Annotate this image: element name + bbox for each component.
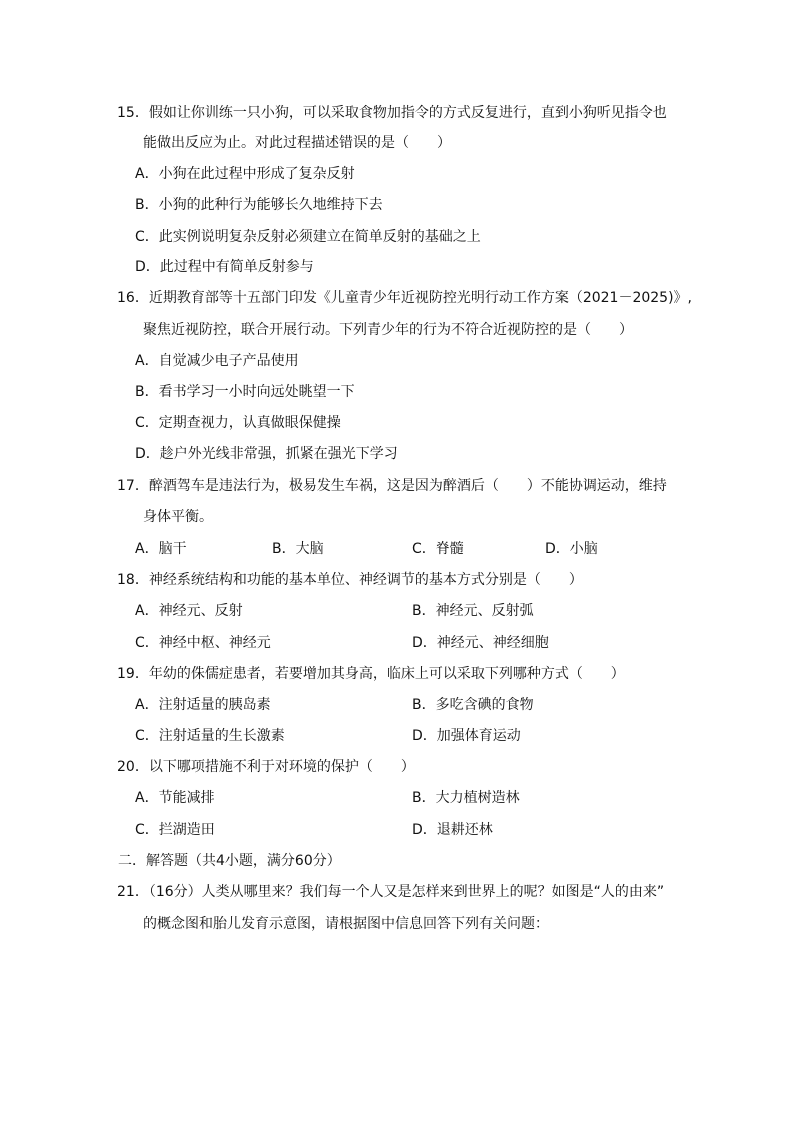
option-c: C．脊髓 (412, 541, 464, 557)
option-a: A．小狗在此过程中形成了复杂反射 (135, 166, 355, 182)
question-stem: 20．以下哪项措施不利于对环境的保护（ ） (117, 759, 415, 775)
option-d: D．此过程中有简单反射参与 (135, 259, 314, 275)
option-a: A．注射适量的胰岛素 (135, 697, 271, 713)
option-b: B．看书学习一小时向远处眺望一下 (135, 384, 355, 400)
option-b: B．神经元、反射弧 (412, 603, 534, 619)
option-c: C．此实例说明复杂反射必须建立在简单反射的基础之上 (135, 229, 481, 245)
question-stem: 15．假如让你训练一只小狗，可以采取食物加指令的方式反复进行，直到小狗听见指令也 (117, 105, 667, 121)
option-b: B．大脑 (272, 541, 324, 557)
option-c: C．注射适量的生长激素 (135, 728, 285, 744)
option-a: A．神经元、反射 (135, 603, 243, 619)
option-a: A．脑干 (135, 541, 187, 557)
option-c: C．神经中枢、神经元 (135, 635, 271, 651)
option-d: D．神经元、神经细胞 (412, 635, 549, 651)
option-d: D．加强体育运动 (412, 728, 521, 744)
option-c: C．定期查视力，认真做眼保健操 (135, 415, 341, 431)
question-stem: 17．醉酒驾车是违法行为，极易发生车祸，这是因为醉酒后（ ）不能协调运动，维持 (117, 478, 667, 494)
option-c: C．拦湖造田 (135, 822, 215, 838)
option-d: D．小脑 (545, 541, 598, 557)
option-b: B．多吃含碘的食物 (412, 697, 534, 713)
option-d: D．退耕还林 (412, 822, 493, 838)
question-stem: 16．近期教育部等十五部门印发《儿童青少年近视防控光明行动工作方案（2021－2025)》, (117, 290, 692, 306)
option-b: B．大力植树造林 (412, 790, 520, 806)
question-stem: 身体平衡。 (143, 509, 213, 525)
option-a: A．自觉减少电子产品使用 (135, 353, 299, 369)
question-stem: 21．（16分）人类从哪里来？我们每一个人又是怎样来到世界上的呢？如图是“人的由来” (117, 884, 665, 900)
section-heading: 二．解答题（共4小题，满分60分） (118, 853, 341, 869)
option-b: B．小狗的此种行为能够长久地维持下去 (135, 197, 383, 213)
option-d: D．趁户外光线非常强，抓紧在强光下学习 (135, 446, 398, 462)
question-stem: 聚焦近视防控，联合开展行动。下列青少年的行为不符合近视防控的是（ ） (143, 322, 633, 338)
question-stem: 的概念图和胎儿发育示意图，请根据图中信息回答下列有关问题： (143, 916, 549, 932)
question-stem: 18．神经系统结构和功能的基本单位、神经调节的基本方式分别是（ ） (117, 572, 583, 588)
question-stem: 19．年幼的侏儒症患者，若要增加其身高，临床上可以采取下列哪种方式（ ） (117, 666, 625, 682)
option-a: A．节能减排 (135, 790, 215, 806)
question-stem: 能做出反应为止。对此过程描述错误的是（ ） (143, 135, 451, 151)
